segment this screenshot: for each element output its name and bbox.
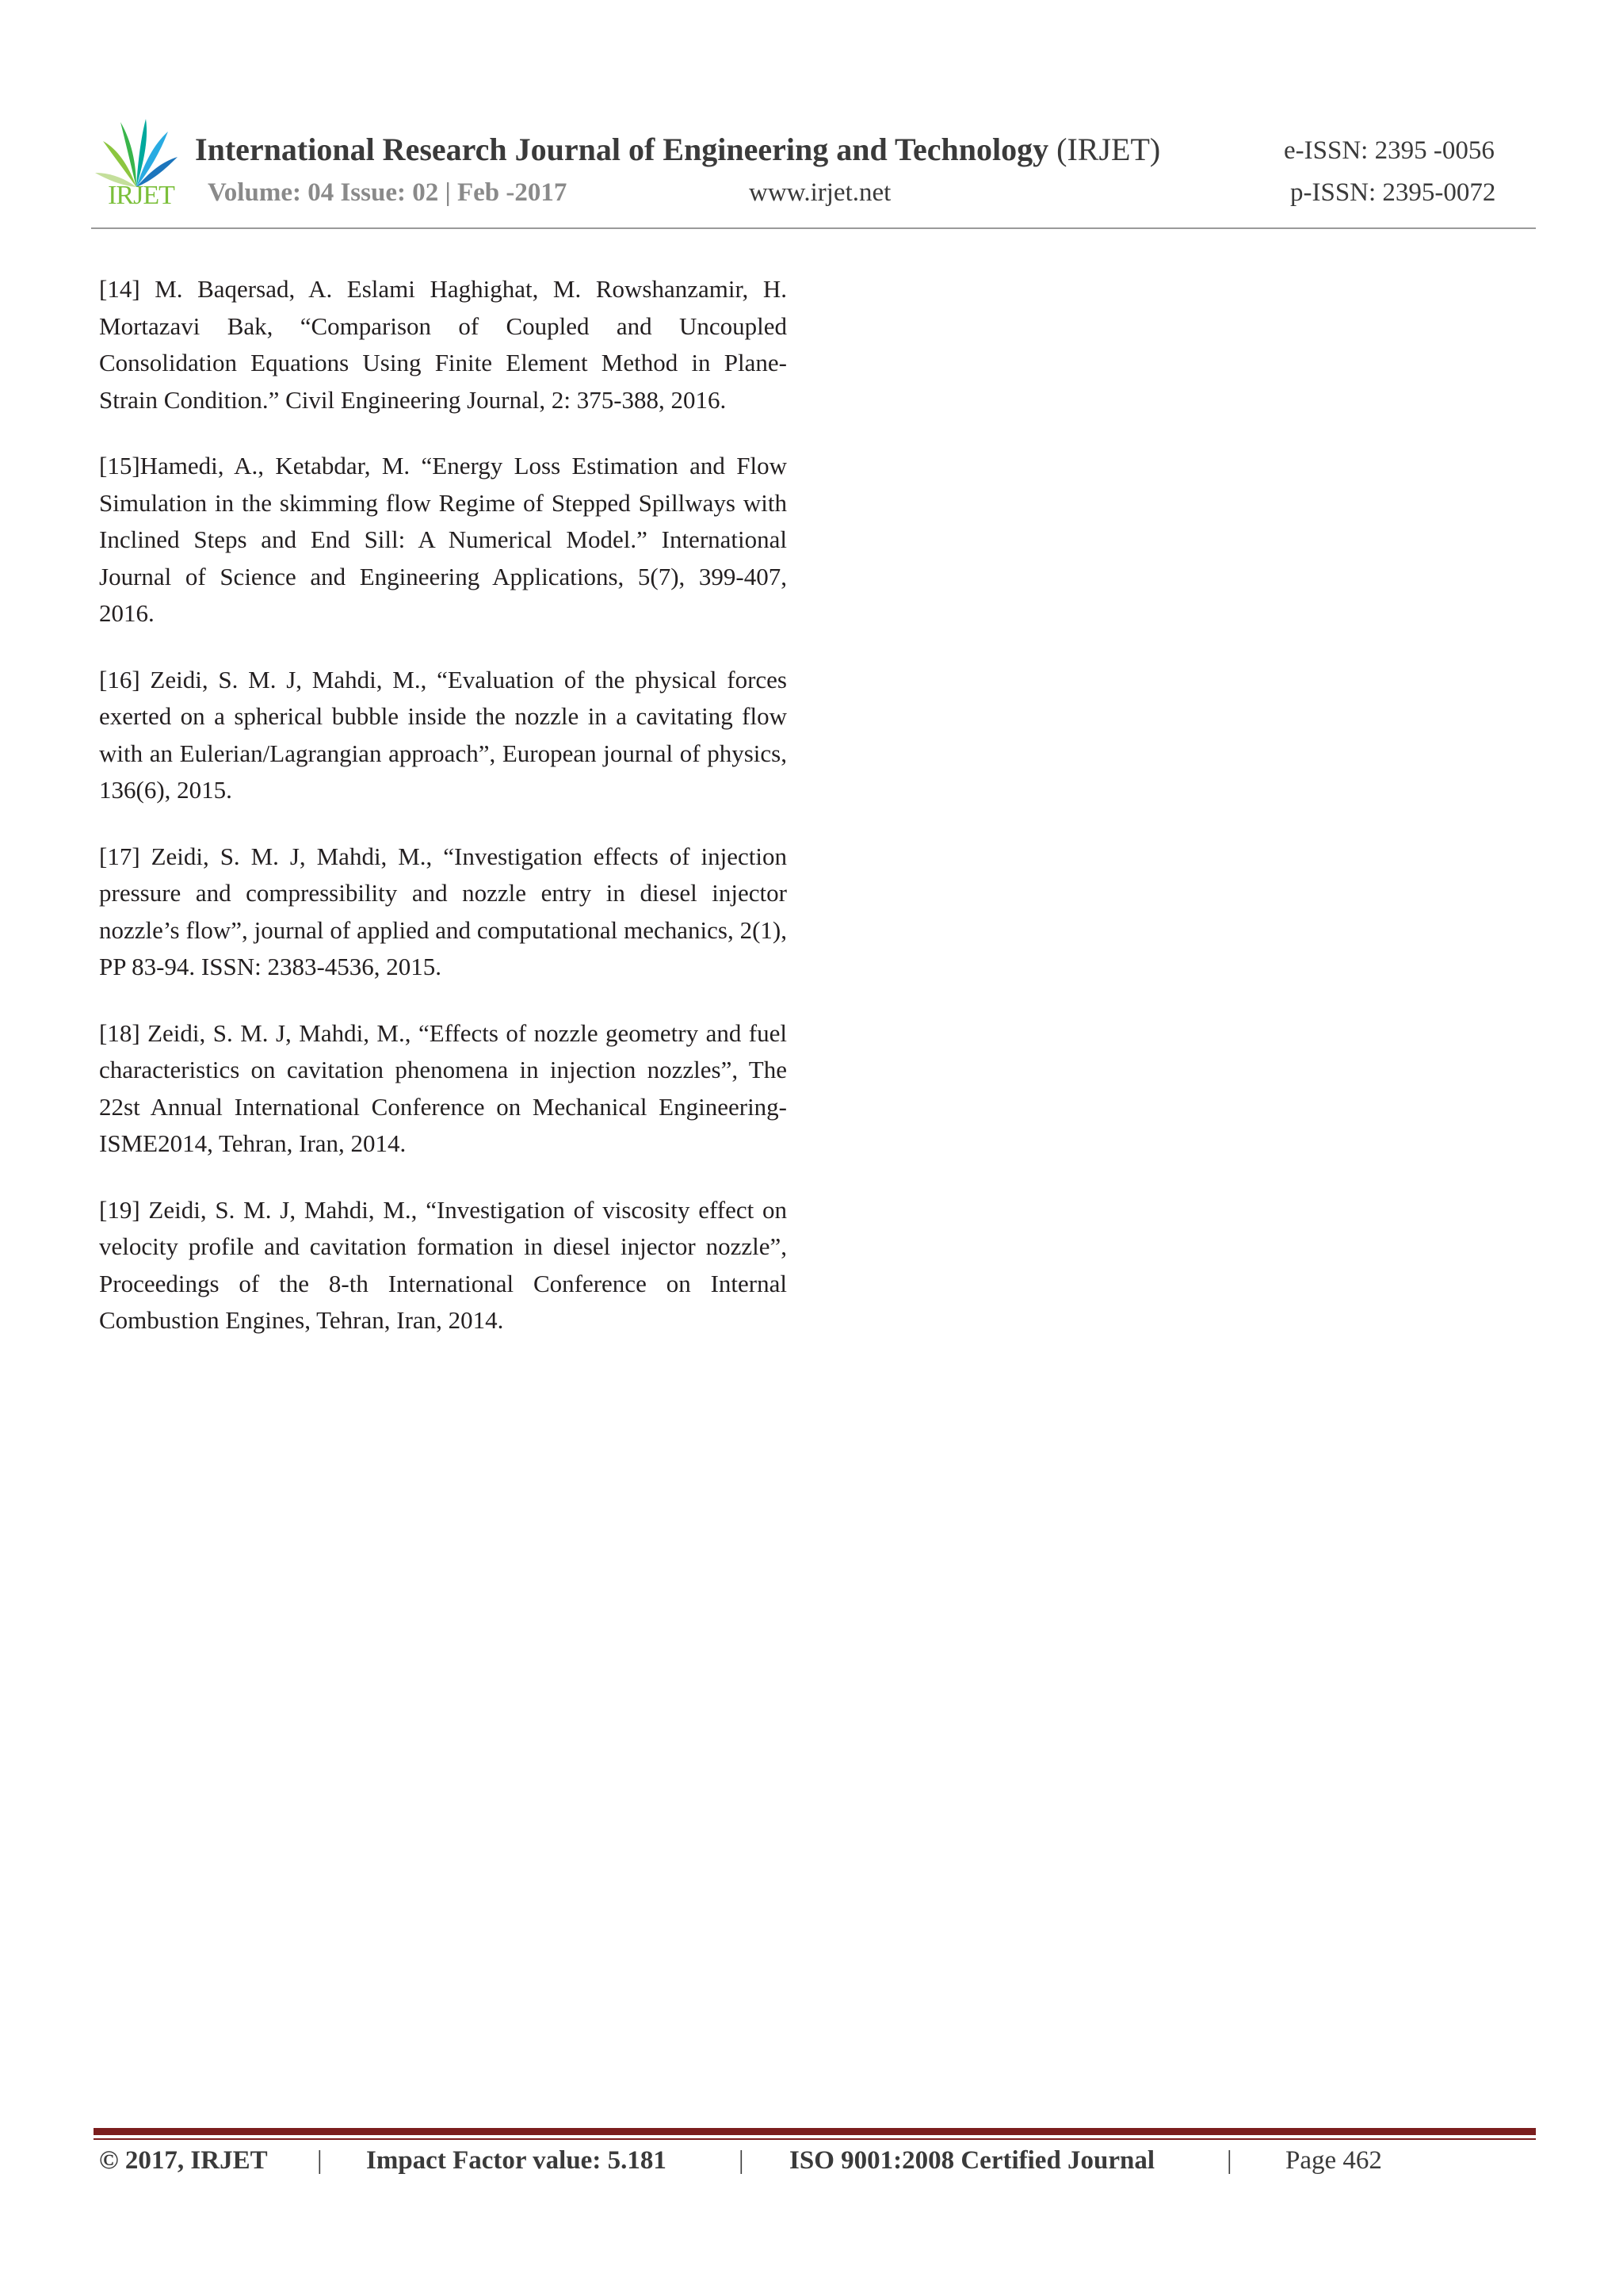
journal-abbreviation: (IRJET) (1056, 132, 1161, 167)
footer-copyright: © 2017, IRJET (99, 2146, 268, 2175)
volume-issue: Volume: 04 Issue: 02 | Feb -2017 (208, 178, 567, 207)
footer-separator: | (317, 2146, 323, 2175)
e-issn: e-ISSN: 2395 -0056 (1284, 136, 1495, 165)
reference-item-16: [16] Zeidi, S. M. J, Mahdi, M., “Evaluation of the physical forces exerted on a spherical bubble inside the nozzle in a cavitating flow with an Eulerian/Lagrangian approach”, European journal of physics, 136(6), 2015. (99, 665, 787, 804)
journal-name: International Research Journal of Engineering and Technology (195, 132, 1049, 167)
reference-item-15: [15]Hamedi, A., Ketabdar, M. “Energy Loss Estimation and Flow Simulation in the skimming flow Regime of Stepped Spillways with Inclined Steps and End Sill: A Numerical Model.” International Journal of Science and Engineering Applications, 5(7), 399-407, 2016. (99, 452, 787, 627)
header-divider (91, 227, 1536, 229)
footer-page-number: Page 462 (1285, 2146, 1382, 2175)
journal-title (195, 131, 1160, 168)
irjet-logo (94, 117, 179, 211)
footer-divider-thin (94, 2138, 1536, 2140)
leaf-fan-icon (94, 117, 179, 189)
footer-impact-factor: Impact Factor value: 5.181 (366, 2146, 666, 2175)
footer-separator: | (1227, 2146, 1232, 2175)
reference-item-14: [14] M. Baqersad, A. Eslami Haghighat, M. Rowshanzamir, H. Mortazavi Bak, “Comparison of Coupled and Uncoupled Consolidation Equations Using Finite Element Method in Plane-Strain Condition.” Civil Engineering Journal, 2: 375-388, 2016. (99, 275, 787, 414)
reference-item-19: [19] Zeidi, S. M. J, Mahdi, M., “Investigation of viscosity effect on velocity profile and cavitation formation in diesel injector nozzle”, Proceedings of the 8-th International Conference on Internal Combustion Engines, Tehran, Iran, 2014. (99, 1195, 787, 1334)
reference-item-18: [18] Zeidi, S. M. J, Mahdi, M., “Effects of nozzle geometry and fuel characteristics on cavitation phenomena in injection nozzles”, The 22st Annual International Conference on Mechanical Engineering-ISME2014, Tehran, Iran, 2014. (99, 1018, 787, 1157)
reference-list (99, 271, 787, 1369)
page-header (0, 0, 1623, 238)
logo-text (101, 181, 181, 211)
footer-separator: | (739, 2146, 744, 2175)
reference-item-17: [17] Zeidi, S. M. J, Mahdi, M., “Investigation effects of injection pressure and compressibility and nozzle entry in diesel injector nozzle’s flow”, journal of applied and computational mechanics, 2(1), PP 83-94. ISSN: 2383-4536, 2015. (99, 842, 787, 980)
footer-iso-certification: ISO 9001:2008 Certified Journal (789, 2146, 1155, 2175)
journal-website-link[interactable]: www.irjet.net (749, 178, 892, 207)
footer-divider-thick (94, 2128, 1536, 2135)
logo-text-label: IRJET (108, 181, 174, 210)
p-issn: p-ISSN: 2395-0072 (1290, 178, 1496, 207)
